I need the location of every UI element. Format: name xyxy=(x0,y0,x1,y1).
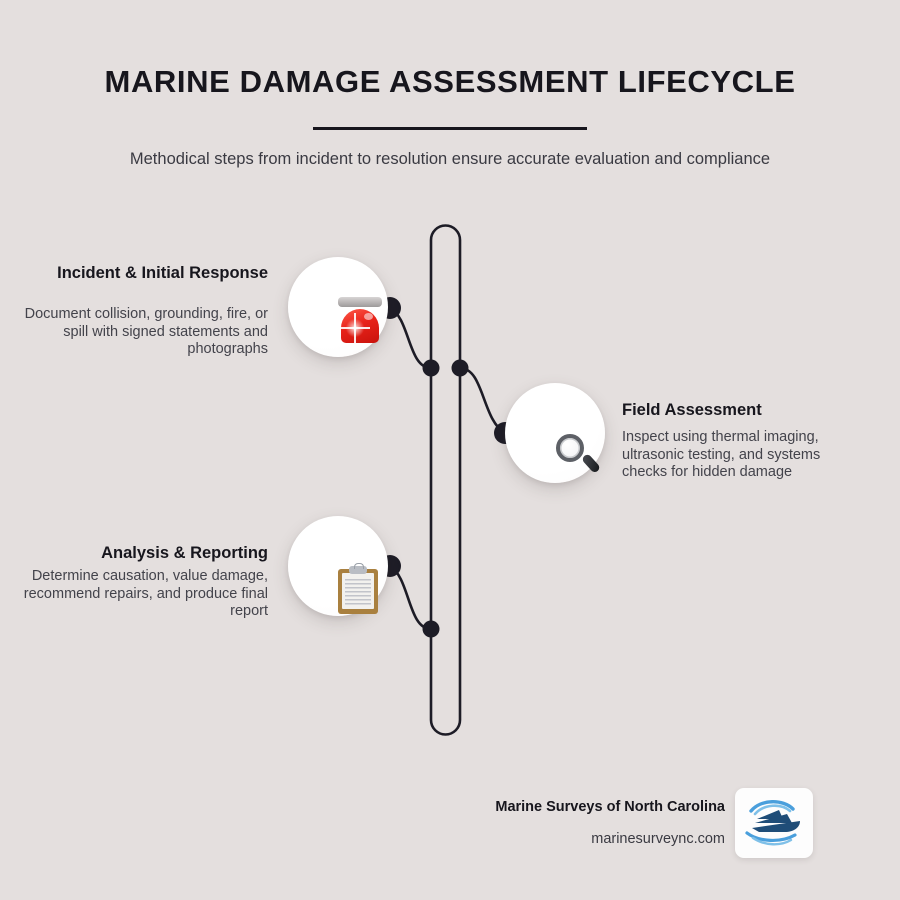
branch-step-3 xyxy=(390,566,431,629)
step-title-incident-initial-response: Incident & Initial Response xyxy=(57,264,268,282)
track-node-3 xyxy=(423,621,440,638)
yacht-logo-icon xyxy=(743,797,805,849)
step-icon-field-assessment[interactable] xyxy=(505,383,605,483)
track-spine xyxy=(431,225,460,734)
step-description-field-assessment: Inspect using thermal imaging, ultrasonic testing, and systems checks for hidden damage xyxy=(622,429,821,480)
branch-step-2 xyxy=(460,368,505,433)
page-subtitle: Methodical steps from incident to resolution ensure accurate evaluation and compliance xyxy=(129,150,771,168)
page-title: MARINE DAMAGE ASSESSMENT LIFECYCLE xyxy=(104,64,796,99)
step-title-analysis-reporting: Analysis & Reporting xyxy=(101,544,268,562)
company-logo xyxy=(735,788,813,858)
track-node-2 xyxy=(452,360,469,377)
step-title-field-assessment: Field Assessment xyxy=(622,401,762,419)
step-icon-analysis-reporting[interactable] xyxy=(288,516,388,616)
step-description-analysis-reporting: Determine causation, value damage, recommend repairs, and produce final report xyxy=(23,568,268,619)
step-description-incident-initial-response: Document collision, grounding, fire, or spill with signed statements and photographs xyxy=(24,306,268,357)
track-node-1 xyxy=(423,360,440,377)
step-icon-incident-initial-response[interactable] xyxy=(288,257,388,357)
brand-website[interactable]: marinesurveync.com xyxy=(591,831,725,847)
brand-name: Marine Surveys of North Carolina xyxy=(495,799,725,815)
